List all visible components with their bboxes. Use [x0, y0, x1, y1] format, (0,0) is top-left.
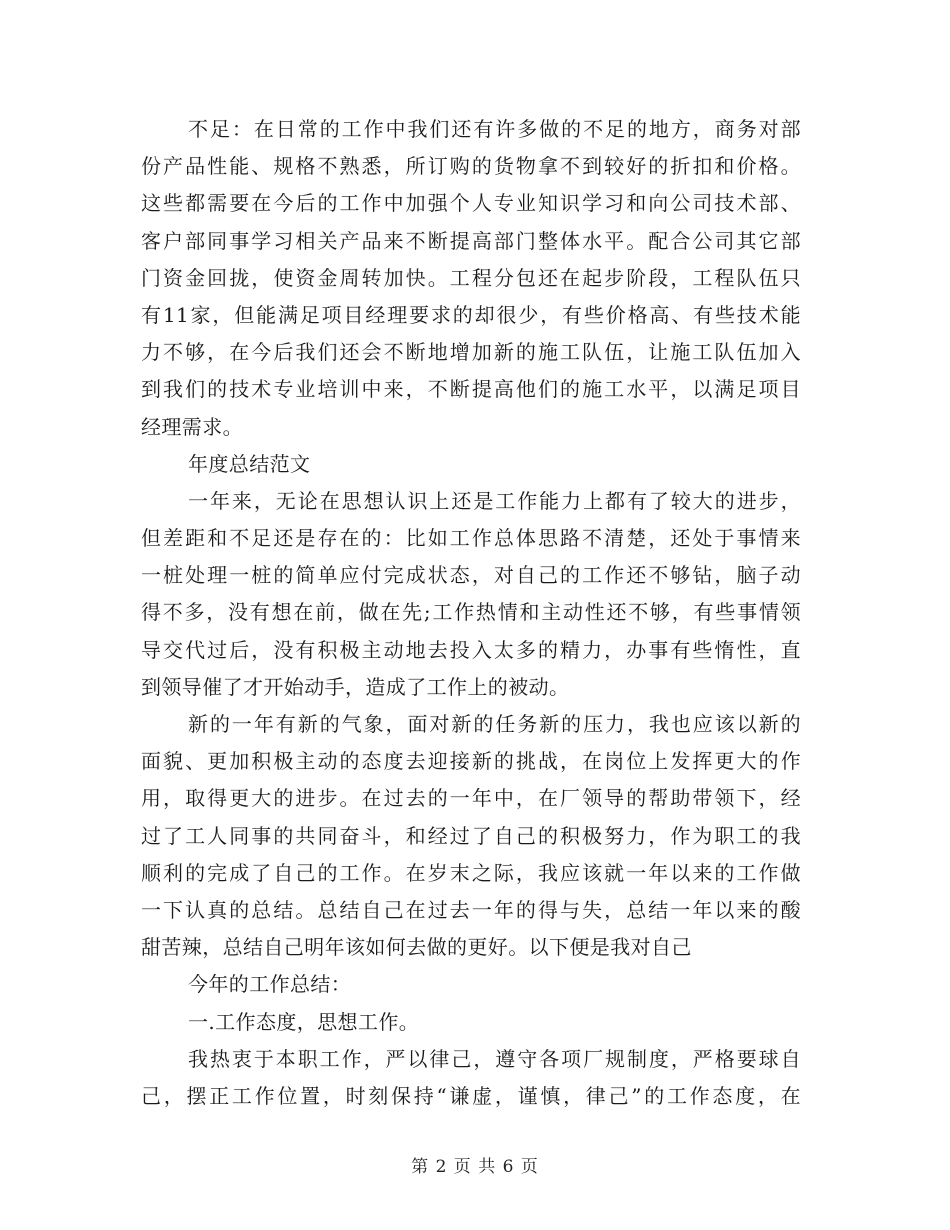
text-line: 份产品性能、规格不熟悉，所订购的货物拿不到较好的折扣和价格。 [141, 154, 801, 179]
text-line: 一年来，无论在思想认识上还是工作能力上都有了较大的进步， [188, 488, 801, 513]
text-line: 顺利的完成了自己的工作。在岁末之际，我应该就一年以来的工作做 [141, 860, 801, 885]
text-line: 客户部同事学习相关产品来不断提高部门整体水平。配合公司其它部 [141, 228, 801, 253]
page-footer: 第 2 页 共 6 页 [411, 1157, 539, 1177]
text-line: 这些都需要在今后的工作中加强个人专业知识学习和向公司技术部、 [141, 191, 801, 216]
text-line: 但差距和不足还是存在的：比如工作总体思路不清楚，还处于事情来 [141, 526, 801, 551]
text-line: 一.工作态度，思想工作。 [188, 1009, 420, 1034]
text-line: 经理需求。 [141, 414, 243, 439]
text-line: 面貌、更加积极主动的态度去迎接新的挑战，在岗位上发挥更大的作 [141, 749, 801, 774]
text-line: 门资金回拢，使资金周转加快。工程分包还在起步阶段，工程队伍只 [141, 265, 801, 290]
text-line: 一桩处理一桩的简单应付完成状态，对自己的工作还不够钻，脑子动 [141, 563, 801, 588]
text-line: 不足：在日常的工作中我们还有许多做的不足的地方，商务对部 [188, 117, 801, 141]
text-line: 甜苦辣，总结自己明年该如何去做的更好。以下便是我对自己 [141, 935, 692, 960]
text-line: 到我们的技术专业培训中来，不断提高他们的施工水平，以满足项目 [141, 377, 801, 402]
text-line: 导交代过后，没有积极主动地去投入太多的精力，办事有些惰性，直 [141, 637, 801, 662]
text-line: 我热衷于本职工作，严以律己，遵守各项厂规制度，严格要球自 [188, 1046, 801, 1071]
text-line: 得不多，没有想在前，做在先;工作热情和主动性还不够，有些事情领 [141, 600, 801, 625]
text-line: 过了工人同事的共同奋斗，和经过了自己的积极努力，作为职工的我 [141, 823, 801, 848]
text-line: 新的一年有新的气象，面对新的任务新的压力，我也应该以新的 [188, 712, 801, 736]
text-line: 到领导催了才开始动手，造成了工作上的被动。 [141, 674, 570, 699]
text-line: 有11家，但能满足项目经理要求的却很少，有些价格高、有些技术能 [141, 302, 801, 327]
text-line: 今年的工作总结： [188, 972, 352, 997]
text-line: 年度总结范文 [188, 451, 311, 476]
text-line: 用，取得更大的进步。在过去的一年中，在厂领导的帮助带领下，经 [141, 786, 801, 811]
text-line: 一下认真的总结。总结自己在过去一年的得与失，总结一年以来的酸 [141, 897, 801, 922]
text-line: 己，摆正工作位置，时刻保持“谦虚，谨慎，律己”的工作态度，在 [141, 1083, 801, 1108]
text-line: 力不够，在今后我们还会不断地增加新的施工队伍，让施工队伍加入 [141, 340, 801, 365]
body-text [141, 111, 801, 1115]
